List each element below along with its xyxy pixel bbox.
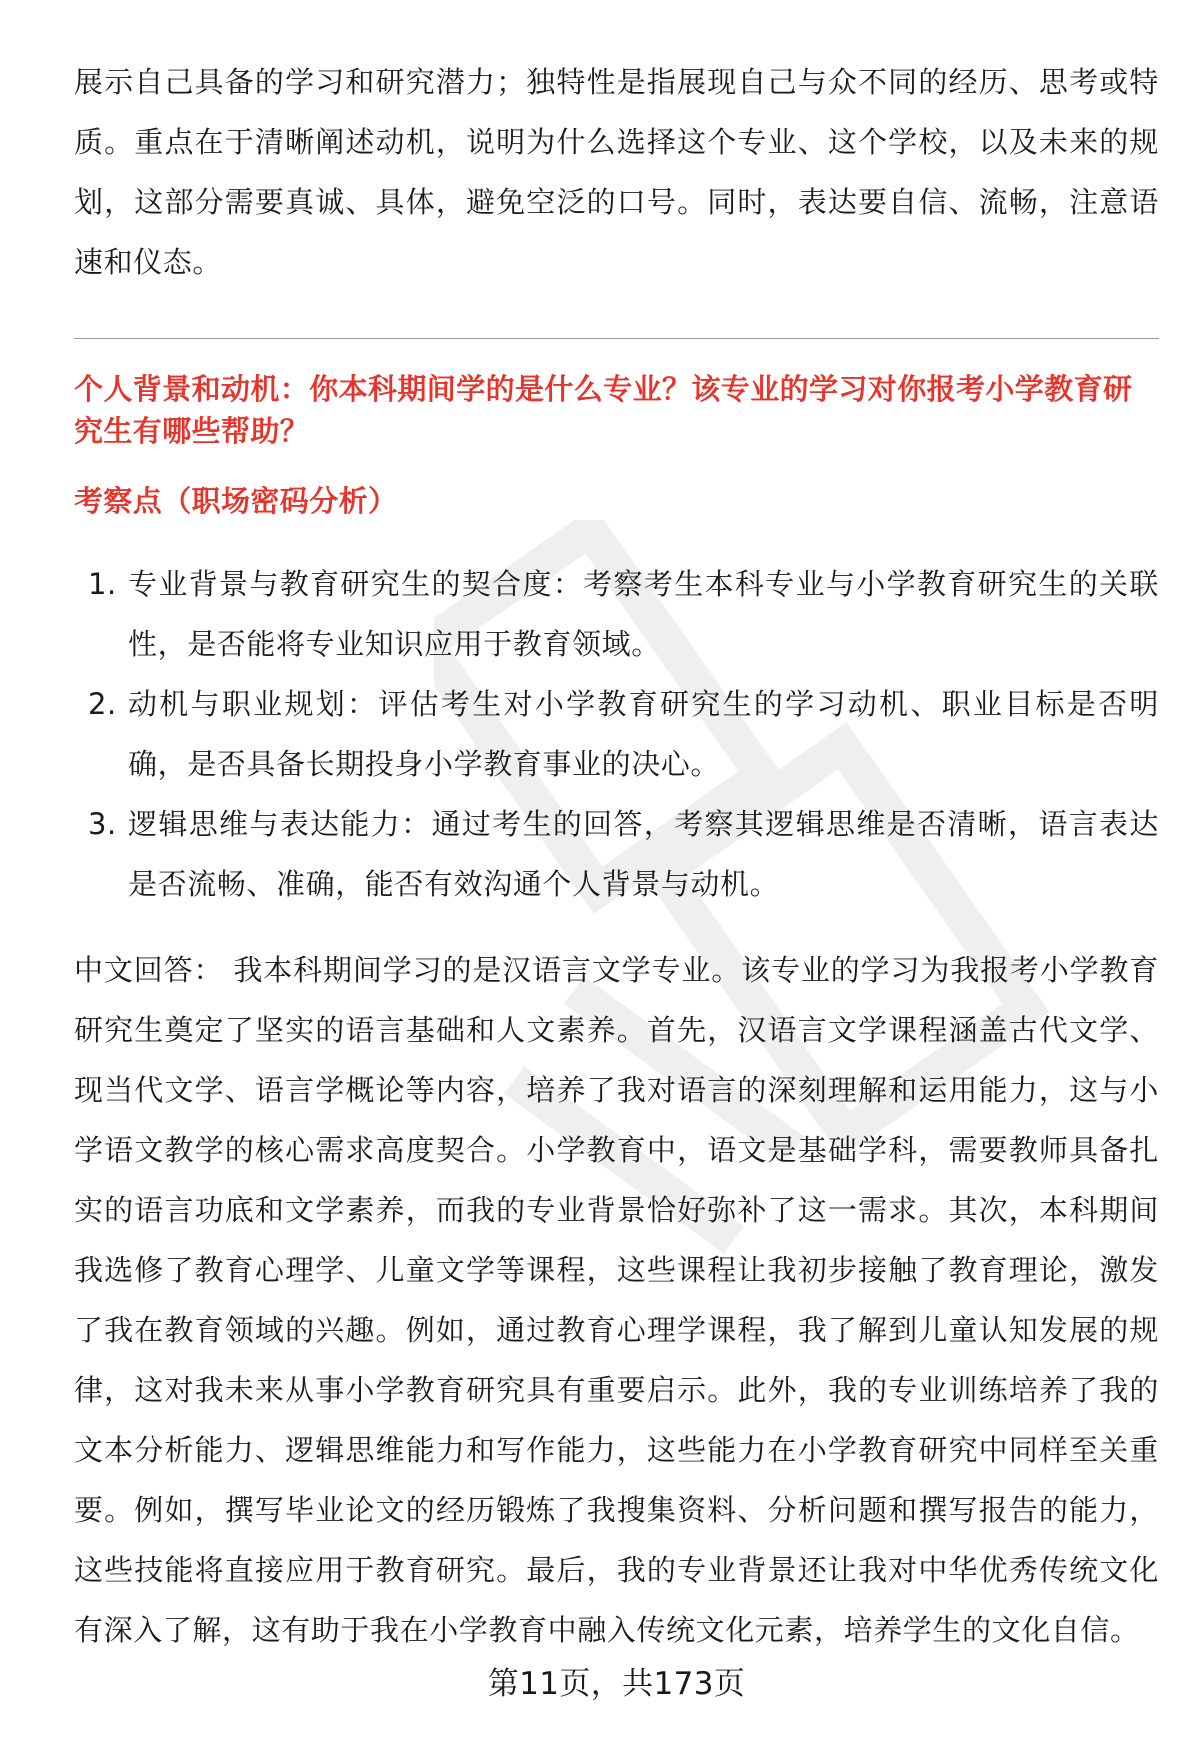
list-item-number: 2. (88, 687, 117, 721)
list-item-number: 3. (88, 807, 117, 841)
question-heading: 个人背景和动机：你本科期间学的是什么专业？该专业的学习对你报考小学教育研究生有哪些帮助？ (74, 372, 1133, 448)
exam-points-heading: 考察点（职场密码分析） (74, 484, 398, 518)
list-item (74, 794, 1159, 914)
list-item-text: 逻辑思维与表达能力：通过考生的回答，考察其逻辑思维是否清晰，语言表达是否流畅、准确，能否有效沟通个人背景与动机。 (128, 807, 1159, 901)
document-page (74, 0, 1159, 1755)
exam-points-list (74, 554, 1159, 914)
page-number-footer: 第11页，共173页 (487, 1666, 746, 1702)
list-item (74, 674, 1159, 794)
answer-paragraph: 中文回答： 我本科期间学习的是汉语言文学专业。该专业的学习为我报考小学教育研究生奠定了坚实的语言基础和人文素养。首先，汉语言文学课程涵盖古代文学、现当代文学、语言学概论等内容，培养了我对语言的深刻理解和运用能力，这与小学语文教学的核心需求高度契合。小学教育中，语文是基础学科，需要教师具备扎实的语言功底和文学素养，而我的专业背景恰好弥补了这一需求。其次，本科期间我选修了教育心理学、儿童文学等课程，这些课程让我初步接触了教育理论，激发了我在教育领域的兴趣。例如，通过教育心理学课程，我了解到儿童认知发展的规律，这对我未来从事小学教育研究具有重要启示。此外，我的专业训练培养了我的文本分析能力、逻辑思维能力和写作能力，这些能力在小学教育研究中同样至关重要。例如，撰写毕业论文的经历锻炼了我搜集资料、分析问题和撰写报告的能力，这些技能将直接应用于教育研究。最后，我的专业背景还让我对中华优秀传统文化有深入了解，这有助于我在小学教育中融入传统文化元素，培养学生的文化自信。 (74, 953, 1159, 1647)
section-divider (74, 338, 1159, 339)
list-item-number: 1. (88, 567, 117, 601)
list-item (74, 554, 1159, 674)
list-item-text: 专业背景与教育研究生的契合度：考察考生本科专业与小学教育研究生的关联性，是否能将专业知识应用于教育领域。 (128, 567, 1159, 661)
intro-paragraph: 展示自己具备的学习和研究潜力；独特性是指展现自己与众不同的经历、思考或特质。重点在于清晰阐述动机，说明为什么选择这个专业、这个学校，以及未来的规划，这部分需要真诚、具体，避免空泛的口号。同时，表达要自信、流畅，注意语速和仪态。 (74, 65, 1159, 279)
list-item-text: 动机与职业规划：评估考生对小学教育研究生的学习动机、职业目标是否明确，是否具备长期投身小学教育事业的决心。 (128, 687, 1159, 781)
